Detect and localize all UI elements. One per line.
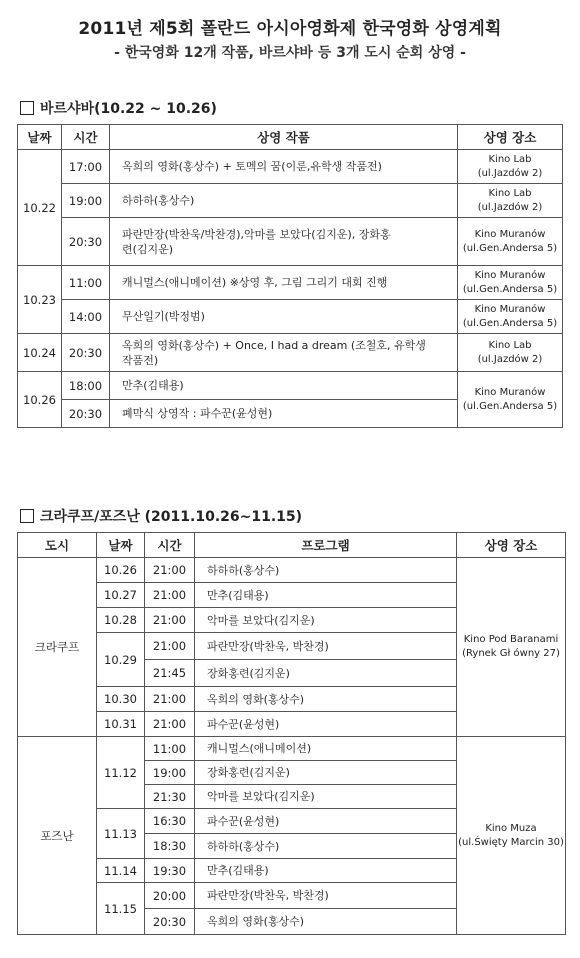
table-row: [18, 184, 563, 218]
venue-cell: [458, 150, 563, 184]
program-cell: 옥희의 영화(홍상수): [195, 909, 457, 935]
film-cell: 무산일기(박정범): [110, 300, 458, 334]
time-cell: 21:00: [145, 687, 195, 712]
time-cell: 21:00: [145, 712, 195, 737]
venue-name: Kino Muranów: [474, 269, 546, 281]
venue-name: Kino Lab: [488, 153, 532, 165]
venue-address: (ul.Gen.Andersa 5): [462, 400, 558, 412]
col-header-program: 프로그램: [195, 533, 457, 558]
time-cell: 21:00: [145, 608, 195, 633]
time-cell: 21:00: [145, 558, 195, 583]
venue-cell: [458, 372, 563, 428]
checkbox-icon: [20, 101, 34, 115]
time-cell: 11:00: [145, 737, 195, 761]
date-cell: 11.12: [97, 737, 145, 809]
venue-address: (ul.Gen.Andersa 5): [462, 242, 558, 254]
venue-address: (ul.Gen.Andersa 5): [462, 283, 558, 295]
city-cell: 크라쿠프: [18, 558, 97, 737]
venue-name: Kino Muranów: [474, 303, 546, 315]
time-cell: 21:00: [145, 633, 195, 660]
krakow-poznan-heading-label: 크라쿠프/포즈난 (2011.10.26~11.15): [40, 509, 303, 525]
col-header-time: 시간: [145, 533, 195, 558]
program-cell: 악마를 보았다(김지운): [195, 608, 457, 633]
time-cell: 19:00: [62, 184, 110, 218]
table-row: [18, 150, 563, 184]
venue-cell: [458, 218, 563, 266]
col-header-film: 상영 작품: [110, 125, 458, 150]
time-cell: 21:45: [145, 660, 195, 687]
date-cell: 10.30: [97, 687, 145, 712]
time-cell: 20:30: [62, 400, 110, 428]
col-header-time: 시간: [62, 125, 110, 150]
date-cell: 10.26: [18, 372, 62, 428]
time-cell: 16:30: [145, 809, 195, 834]
venue-address: (ul.Jazdów 2): [477, 201, 543, 213]
venue-cell: [458, 334, 563, 372]
venue-name: Kino Pod Baranami: [463, 634, 559, 645]
table-row: [18, 558, 566, 583]
time-cell: 14:00: [62, 300, 110, 334]
venue-address: (Rynek Gł ówny 27): [462, 648, 560, 659]
venue-cell: [457, 737, 566, 935]
date-cell: 11.13: [97, 809, 145, 859]
date-cell: 11.14: [97, 859, 145, 883]
col-header-date: 날짜: [18, 125, 62, 150]
program-cell: 옥희의 영화(홍상수): [195, 687, 457, 712]
col-header-date: 날짜: [97, 533, 145, 558]
time-cell: 11:00: [62, 266, 110, 300]
city-cell: 포즈난: [18, 737, 97, 935]
venue-cell: [458, 266, 563, 300]
col-header-venue: 상영 장소: [457, 533, 566, 558]
warsaw-heading-label: 바르샤바(10.22 ~ 10.26): [40, 101, 217, 117]
krakow-poznan-heading: [20, 506, 302, 526]
program-cell: 만추(김태용): [195, 859, 457, 883]
venue-name: Kino Lab: [488, 339, 532, 351]
venue-address: (ul.Jazdów 2): [477, 167, 543, 179]
date-cell: 10.28: [97, 608, 145, 633]
venue-name: Kino Muranów: [474, 228, 546, 240]
table-row: [18, 300, 563, 334]
venue-cell: [458, 300, 563, 334]
date-cell: 10.29: [97, 633, 145, 687]
time-cell: 18:30: [145, 834, 195, 859]
film-cell: 하하하(홍상수): [110, 184, 458, 218]
page-subtitle: - 한국영화 12개 작품, 바르샤바 등 3개 도시 순회 상영 -: [114, 45, 466, 61]
table-header-row: [18, 125, 563, 150]
venue-name: Kino Muza: [485, 822, 537, 834]
program-cell: 악마를 보았다(김지운): [195, 785, 457, 809]
venue-cell: [458, 184, 563, 218]
table-row: [18, 266, 563, 300]
program-cell: 장화홍련(김지운): [195, 761, 457, 785]
table-header-row: [18, 533, 566, 558]
venue-address: (ul.Święty Marcin 30): [458, 836, 564, 848]
program-cell: 파수꾼(윤성현): [195, 809, 457, 834]
date-cell: 10.26: [97, 558, 145, 583]
venue-name: Kino Lab: [488, 187, 532, 199]
date-cell: 10.24: [18, 334, 62, 372]
table-row: [18, 334, 563, 372]
program-cell: 만추(김태용): [195, 583, 457, 608]
col-header-city: 도시: [18, 533, 97, 558]
film-cell: 폐막식 상영작 : 파수꾼(윤성현): [110, 400, 458, 428]
film-cell: 옥희의 영화(홍상수) + Once, I had a dream (조철호, 유학생 작품전): [110, 334, 458, 372]
film-cell: 파란만장(박찬욱/박찬경),악마를 보았다(김지운), 장화홍련(김지운): [110, 218, 458, 266]
time-cell: 20:30: [62, 218, 110, 266]
table-row: [18, 218, 563, 266]
program-cell: 파란만장(박찬욱, 박찬경): [195, 633, 457, 660]
time-cell: 20:30: [145, 909, 195, 935]
col-header-venue: 상영 장소: [458, 125, 563, 150]
time-cell: 20:30: [62, 334, 110, 372]
venue-name: Kino Muranów: [474, 386, 546, 398]
checkbox-icon: [20, 509, 34, 523]
time-cell: 17:00: [62, 150, 110, 184]
date-cell: 11.15: [97, 883, 145, 935]
time-cell: 21:30: [145, 785, 195, 809]
venue-cell: [457, 558, 566, 737]
krakow-poznan-table: [17, 532, 566, 935]
page-title: 2011년 제5회 폴란드 아시아영화제 한국영화 상영계획: [78, 19, 502, 39]
date-cell: 10.31: [97, 712, 145, 737]
warsaw-heading: [20, 98, 217, 118]
time-cell: 20:00: [145, 883, 195, 909]
program-cell: 하하하(홍상수): [195, 558, 457, 583]
program-cell: 파란만장(박찬욱, 박찬경): [195, 883, 457, 909]
date-cell: 10.27: [97, 583, 145, 608]
program-cell: 파수꾼(윤성현): [195, 712, 457, 737]
program-cell: 하하하(홍상수): [195, 834, 457, 859]
time-cell: 19:00: [145, 761, 195, 785]
date-cell: 10.22: [18, 150, 62, 266]
program-cell: 장화홍련(김지운): [195, 660, 457, 687]
table-row: [18, 737, 566, 761]
time-cell: 21:00: [145, 583, 195, 608]
warsaw-table: [17, 124, 563, 428]
film-cell: 캐니멀스(애니메이션) ※상영 후, 그림 그리기 대회 진행: [110, 266, 458, 300]
table-row: [18, 372, 563, 400]
film-cell: 옥희의 영화(홍상수) + 토멕의 꿈(이룬,유학생 작품전): [110, 150, 458, 184]
venue-address: (ul.Jazdów 2): [477, 353, 543, 365]
program-cell: 캐니멀스(애니메이션): [195, 737, 457, 761]
venue-address: (ul.Gen.Andersa 5): [462, 317, 558, 329]
date-cell: 10.23: [18, 266, 62, 334]
film-cell: 만추(김태용): [110, 372, 458, 400]
time-cell: 19:30: [145, 859, 195, 883]
time-cell: 18:00: [62, 372, 110, 400]
